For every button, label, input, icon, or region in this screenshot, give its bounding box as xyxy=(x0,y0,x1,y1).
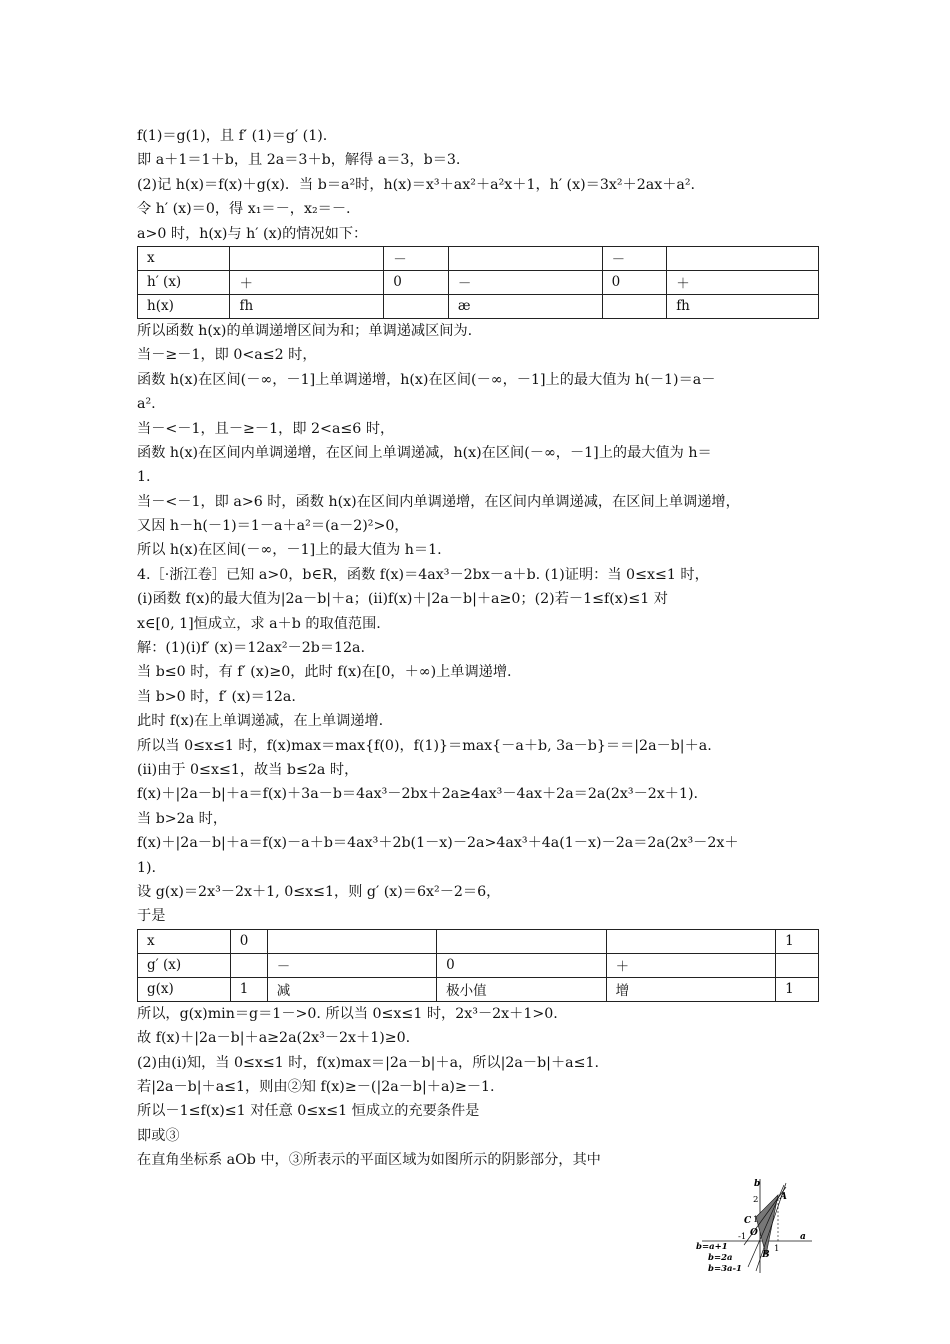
region-figure xyxy=(694,1175,814,1275)
table-row xyxy=(138,246,819,270)
text-line: 所以，g(x)min＝g＝1－>0. 所以当 0≤x≤1 时，2x³－2x＋1>0. xyxy=(137,1005,558,1022)
text-line: f(x)＋|2a－b|＋a＝f(x)＋3a－b＝4ax³－2bx＋2a≥4ax³－4ax＋2a＝2a(2x³－2x＋1). xyxy=(137,786,699,803)
text-line: 于是 xyxy=(137,908,166,925)
table-cell: － xyxy=(602,246,667,270)
table-cell: 0 xyxy=(602,270,667,294)
text-line: 又因 h－h(－1)＝1－a＋a²＝(a－2)²>0， xyxy=(137,518,409,535)
table-cell: ＋ xyxy=(667,270,819,294)
text-line: 当－<－1，且－≥－1，即 2<a≤6 时， xyxy=(137,420,395,437)
table-cell: fh xyxy=(667,294,819,318)
table-row xyxy=(138,953,819,977)
text-line: a². xyxy=(137,396,156,413)
text-line: (ii)由于 0≤x≤1，故当 b≤2a 时， xyxy=(137,761,359,778)
table-cell: 0 xyxy=(230,929,267,953)
text-line: f(1)＝g(1)，且 f′ (1)＝g′ (1). xyxy=(137,128,328,144)
point-B: B xyxy=(762,1250,770,1260)
text-line: 当－≥－1，即 0<a≤2 时， xyxy=(137,347,317,364)
g-monotonicity-table xyxy=(137,929,819,1002)
text-line: 函数 h(x)在区间(－∞，－1]上单调递增，h(x)在区间(－∞，－1]上的最大值为 h(－1)＝a－ xyxy=(137,371,716,388)
text-line: 解：(1)(i)f′ (x)＝12ax²－2b＝12a. xyxy=(137,640,366,657)
table-cell: ＋ xyxy=(606,953,775,977)
table-cell: 极小值 xyxy=(437,977,606,1001)
table-cell: ＋ xyxy=(230,270,384,294)
axis-label-b: b xyxy=(754,1179,761,1189)
text-line: 当－<－1，即 a>6 时，函数 h(x)在区间内单调递增，在区间内单调递减，在区间上单调递增， xyxy=(137,493,740,510)
text-line: 所以函数 h(x)的单调递增区间为和；单调递减区间为. xyxy=(137,322,473,339)
table-cell: 0 xyxy=(384,270,449,294)
tick-neg1: -1 xyxy=(738,1232,747,1242)
table-cell: － xyxy=(267,953,436,977)
table-cell: 1 xyxy=(776,977,819,1001)
tick-1: 1 xyxy=(753,1215,759,1225)
tick-2: 2 xyxy=(753,1195,759,1205)
text-line: 所以 h(x)在区间(－∞，－1]上的最大值为 h＝1. xyxy=(137,542,442,559)
text-line: 所以－1≤f(x)≤1 对任意 0≤x≤1 恒成立的充要条件是 xyxy=(137,1103,480,1120)
paragraph-block-c xyxy=(137,1002,827,1173)
table-cell xyxy=(230,953,267,977)
table-cell: x xyxy=(138,929,231,953)
text-line: 函数 h(x)在区间内单调递增，在区间上单调递减，h(x)在区间(－∞，－1]上的最大值为 h＝ xyxy=(137,444,712,461)
text-line: 当 b>2a 时， xyxy=(137,810,228,827)
table-cell xyxy=(448,246,602,270)
axis-label-a: a xyxy=(800,1232,806,1242)
table-cell: fh xyxy=(230,294,384,318)
table-cell: 1 xyxy=(230,977,267,1001)
text-line: a>0 时，h(x)与 h′ (x)的情况如下： xyxy=(137,225,368,242)
text-line: 当 b>0 时，f′ (x)＝12a. xyxy=(137,688,296,705)
table-cell: g(x) xyxy=(138,977,231,1001)
table-row xyxy=(138,294,819,318)
text-line: 令 h′ (x)＝0，得 x₁＝－，x₂＝－. xyxy=(137,201,351,218)
text-line: 当 b≤0 时，有 f′ (x)≥0，此时 f(x)在[0，＋∞)上单调递增. xyxy=(137,664,512,681)
text-line: 4.［·浙江卷］已知 a>0，b∈R，函数 f(x)＝4ax³－2bx－a＋b. (1)证明：当 0≤x≤1 时， xyxy=(137,566,709,583)
table-cell: － xyxy=(448,270,602,294)
text-line: 即或③ xyxy=(137,1127,180,1144)
text-line: 1. xyxy=(137,469,151,486)
text-line: 故 f(x)＋|2a－b|＋a≥2a(2x³－2x＋1)≥0. xyxy=(137,1030,411,1047)
text-line: (2)由(i)知，当 0≤x≤1 时，f(x)max＝|2a－b|＋a，所以|2a－b|＋a≤1. xyxy=(137,1054,600,1071)
table-cell xyxy=(384,294,449,318)
table-cell xyxy=(606,929,775,953)
table-cell xyxy=(437,929,606,953)
table-cell: 增 xyxy=(606,977,775,1001)
table-cell: － xyxy=(384,246,449,270)
table-cell xyxy=(776,953,819,977)
table-cell: æ xyxy=(448,294,602,318)
point-C: C xyxy=(744,1216,752,1226)
table-cell xyxy=(267,929,436,953)
table-row xyxy=(138,270,819,294)
label-line-b-2a: b=2a xyxy=(708,1253,733,1263)
text-line: 设 g(x)＝2x³－2x＋1, 0≤x≤1，则 g′ (x)＝6x²－2＝6， xyxy=(137,883,501,900)
table-cell: h(x) xyxy=(138,294,230,318)
text-line: 此时 f(x)在上单调递减，在上单调递增. xyxy=(137,713,384,730)
text-line: 在直角坐标系 aOb 中，③所表示的平面区域为如图所示的阴影部分，其中 xyxy=(137,1152,601,1169)
text-line: f(x)＋|2a－b|＋a＝f(x)－a＋b＝4ax³＋2b(1－x)－2a>4ax³＋4a(1－x)－2a＝2a(2x³－2x＋ xyxy=(137,835,739,852)
table-cell: g′ (x) xyxy=(138,953,231,977)
text-line: 即 a＋1＝1＋b，且 2a＝3＋b，解得 a＝3，b＝3. xyxy=(137,152,461,169)
paragraph-block-b xyxy=(137,319,827,929)
table-row xyxy=(138,929,819,953)
table-cell: x xyxy=(138,246,230,270)
text-line: (i)函数 f(x)的最大值为|2a－b|＋a；(ii)f(x)＋|2a－b|＋a≥0；(2)若－1≤f(x)≤1 对 xyxy=(137,591,668,608)
text-line: (2)记 h(x)＝f(x)＋g(x)．当 b＝a²时，h(x)＝x³＋ax²＋a²x＋1，h′ (x)＝3x²＋2ax＋a². xyxy=(137,176,696,193)
document-body xyxy=(137,124,827,1172)
paragraph-block-a xyxy=(137,124,827,246)
tick-1-a: 1 xyxy=(774,1244,780,1254)
point-O: O xyxy=(750,1228,758,1238)
text-line: 所以当 0≤x≤1 时，f(x)max＝max{f(0)，f(1)}＝max{－a＋b, 3a－b}＝＝|2a－b|＋a. xyxy=(137,737,712,754)
text-line: 若|2a－b|＋a≤1，则由②知 f(x)≥－(|2a－b|＋a)≥－1. xyxy=(137,1078,495,1095)
table-cell: 减 xyxy=(267,977,436,1001)
table-cell: 1 xyxy=(776,929,819,953)
text-line: 1). xyxy=(137,859,157,876)
h-monotonicity-table xyxy=(137,246,819,319)
table-cell xyxy=(602,294,667,318)
table-cell: 0 xyxy=(437,953,606,977)
table-cell: h′ (x) xyxy=(138,270,230,294)
table-cell xyxy=(667,246,819,270)
table-row xyxy=(138,977,819,1001)
point-A: A xyxy=(780,1192,787,1202)
table-cell xyxy=(230,246,384,270)
label-line-b-a-plus-1: b=a+1 xyxy=(696,1242,728,1252)
label-line-b-3a-1: b=3a-1 xyxy=(708,1264,742,1274)
text-line: x∈[0, 1]恒成立，求 a＋b 的取值范围. xyxy=(137,615,381,632)
